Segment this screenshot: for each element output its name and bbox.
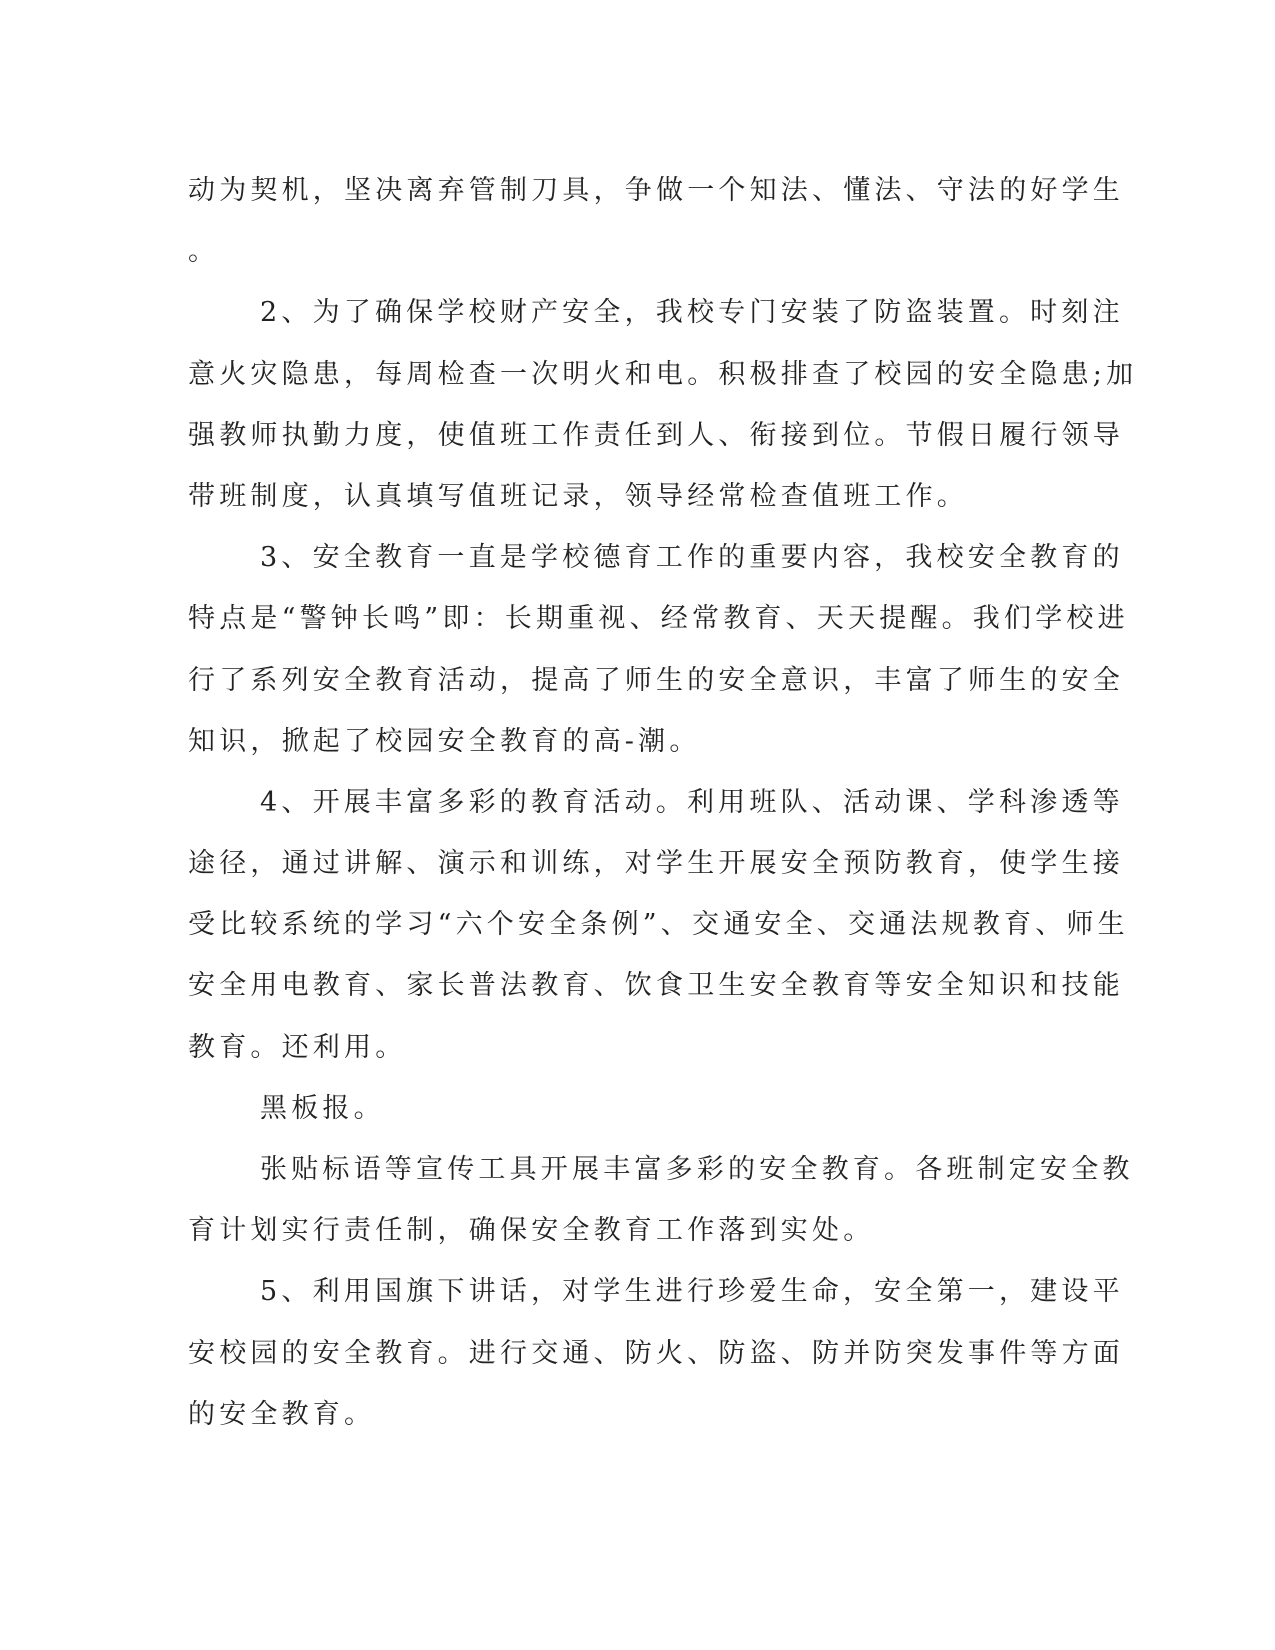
text-line: 行了系列安全教育活动，提高了师生的安全意识，丰富了师生的安全 xyxy=(188,664,1124,696)
text-line: 2、为了确保学校财产安全，我校专门安装了防盗装置。时刻注 xyxy=(260,297,1124,329)
text-line: 受比较系统的学习“六个安全条例”、交通安全、交通法规教育、师生 xyxy=(188,909,1129,941)
text-line: 意火灾隐患，每周检查一次明火和电。积极排查了校园的安全隐患;加 xyxy=(188,358,1138,390)
document-body xyxy=(188,160,1138,1445)
text-line: 安校园的安全教育。进行交通、防火、防盗、防并防突发事件等方面 xyxy=(188,1337,1124,1369)
text-line: 途径，通过讲解、演示和训练，对学生开展安全预防教育，使学生接 xyxy=(188,848,1124,880)
text-line: 3、安全教育一直是学校德育工作的重要内容，我校安全教育的 xyxy=(260,542,1124,574)
text-line: 知识，掀起了校园安全教育的高-潮。 xyxy=(188,725,701,757)
text-line: 的安全教育。 xyxy=(188,1398,376,1430)
text-line: 强教师执勤力度，使值班工作责任到人、衔接到位。节假日履行领导 xyxy=(188,419,1124,451)
text-line: 张贴标语等宣传工具开展丰富多彩的安全教育。各班制定安全教 xyxy=(260,1154,1134,1185)
text-line: 4、开展丰富多彩的教育活动。利用班队、活动课、学科渗透等 xyxy=(260,786,1124,818)
text-line: 带班制度，认真填写值班记录，领导经常检查值班工作。 xyxy=(188,480,968,512)
text-line: 教育。还利用。 xyxy=(188,1031,407,1063)
text-line: 5、利用国旗下讲话，对学生进行珍爱生命，安全第一，建设平 xyxy=(260,1276,1124,1308)
text-line: 动为契机，坚决离弃管制刀具，争做一个知法、懂法、守法的好学生 xyxy=(188,175,1124,206)
text-line: 。 xyxy=(188,236,220,268)
text-line: 黑板报。 xyxy=(260,1092,385,1124)
text-line: 育计划实行责任制，确保安全教育工作落到实处。 xyxy=(188,1215,875,1247)
text-line: 特点是“警钟长鸣”即：长期重视、经常教育、天天提醒。我们学校进 xyxy=(188,603,1129,635)
text-line: 安全用电教育、家长普法教育、饮食卫生安全教育等安全知识和技能 xyxy=(188,970,1124,1002)
